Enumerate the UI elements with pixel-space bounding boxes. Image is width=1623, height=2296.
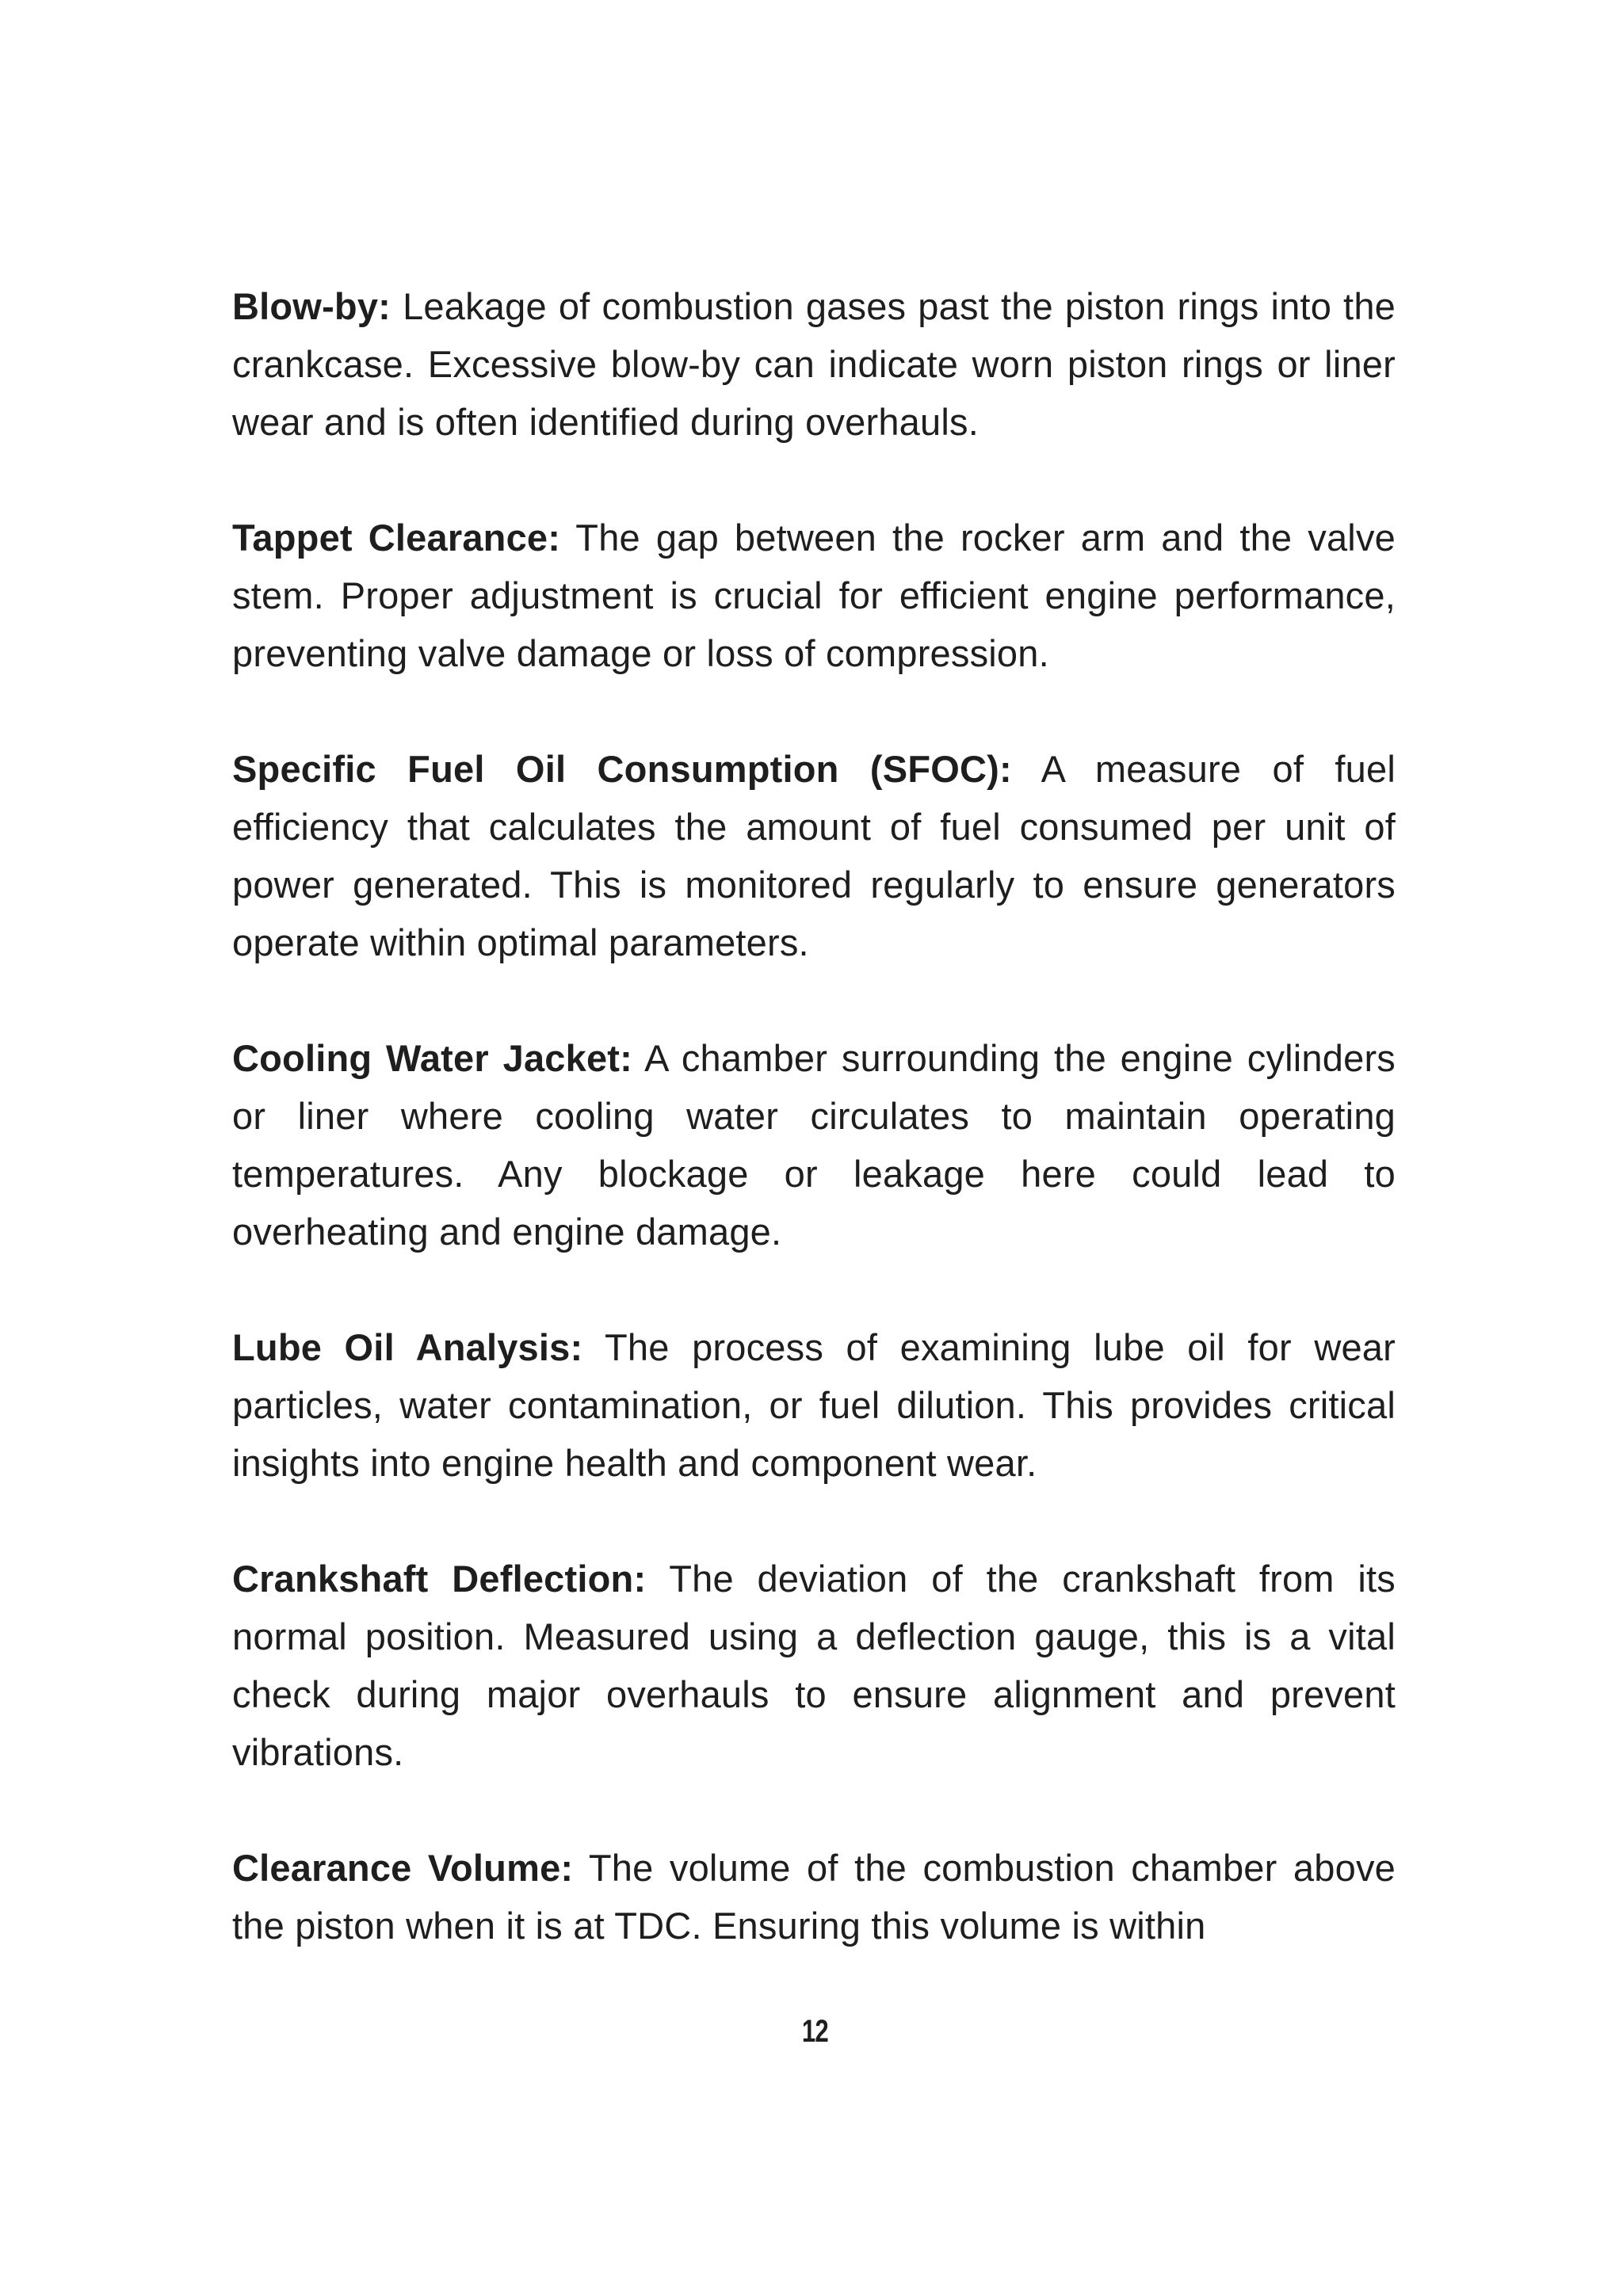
glossary-definition: A chamber surrounding the engine cylinders or liner where cooling water circulates to maintain operating temperatures. Any blockage or leakage here could lead to overheating and engine damage. <box>232 1037 1396 1253</box>
glossary-entry-crankshaft-deflection <box>232 1550 1396 1781</box>
page-number: 12 <box>801 2014 828 2049</box>
glossary-entry-lube-oil-analysis <box>232 1318 1396 1492</box>
glossary-definition: A measure of fuel efficiency that calculates the amount of fuel consumed per unit of power generated. This is monitored regularly to ensure generators operate within optimal parameters. <box>232 748 1396 963</box>
glossary-entry-tappet-clearance <box>232 509 1396 682</box>
glossary-term: Cooling Water Jacket: <box>232 1037 633 1079</box>
glossary-definition: The process of examining lube oil for wear particles, water contamination, or fuel dilution. This provides critical insights into engine health and component wear. <box>232 1326 1396 1484</box>
glossary-term: Clearance Volume: <box>232 1847 574 1889</box>
glossary-entry-blow-by <box>232 277 1396 451</box>
glossary-term: Blow-by: <box>232 285 391 327</box>
glossary-term: Specific Fuel Oil Consumption (SFOC): <box>232 748 1012 790</box>
glossary-term: Lube Oil Analysis: <box>232 1326 583 1368</box>
glossary-definition: The volume of the combustion chamber above the piston when it is at TDC. Ensuring this volume is within <box>232 1847 1396 1947</box>
glossary-definition: Leakage of combustion gases past the piston rings into the crankcase. Excessive blow-by can indicate worn piston rings or liner wear and is often identified during overhauls. <box>232 285 1396 443</box>
glossary-term: Tappet Clearance: <box>232 517 561 559</box>
glossary-term: Crankshaft Deflection: <box>232 1558 647 1600</box>
glossary-entry-cooling-water-jacket <box>232 1029 1396 1261</box>
glossary-entry-sfoc <box>232 740 1396 971</box>
glossary-entry-clearance-volume <box>232 1839 1396 1955</box>
glossary-definition: The deviation of the crankshaft from its normal position. Measured using a deflection gauge, this is a vital check during major overhauls to ensure alignment and prevent vibrations. <box>232 1558 1396 1773</box>
glossary-content <box>232 277 1396 1955</box>
glossary-definition: The gap between the rocker arm and the valve stem. Proper adjustment is crucial for efficient engine performance, preventing valve damage or loss of compression. <box>232 517 1396 674</box>
